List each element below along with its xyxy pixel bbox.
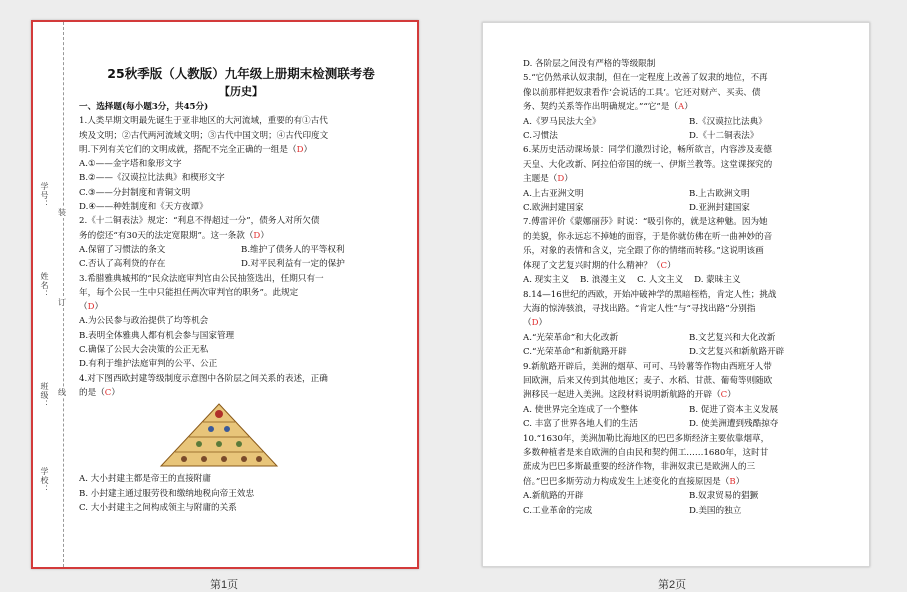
option-7a: A. 现实主义 bbox=[523, 275, 570, 286]
options-10-row-2 bbox=[523, 504, 855, 518]
question-9-line-2: 回欧洲，后来又传到其他地区；麦子、水稻、甘蔗、葡萄等则随欧 bbox=[523, 375, 773, 386]
option-1a: A.①——金字塔和象形文字 bbox=[79, 159, 182, 170]
question-8-line-2: 大海的惊涛骇浪，寻找出路。“肯定人性”与“寻找出路”分别指 bbox=[523, 303, 756, 314]
option-3a: A.为公民参与政治提供了均等机会 bbox=[79, 316, 209, 327]
binding-strip bbox=[33, 22, 78, 567]
page-1[interactable] bbox=[31, 20, 419, 569]
option-1b: B.②——《汉谟拉比法典》和楔形文字 bbox=[79, 173, 225, 184]
question-8-line-1: 8.14—16世纪的西欧，开始冲破神学的黑暗桎梏，肯定人性；挑战 bbox=[523, 289, 777, 300]
options-8-row-1 bbox=[523, 331, 855, 345]
option-6c: C.欧洲封建国家 bbox=[523, 203, 584, 214]
option-3b: B.表明全体雅典人都有机会参与国家管理 bbox=[79, 330, 235, 341]
answer-q1: D bbox=[296, 144, 304, 155]
exam-subject: 【历史】 bbox=[219, 85, 263, 98]
options-10-row-1 bbox=[523, 489, 855, 503]
question-1-line-2: 埃及文明；②古代两河流域文明；③古代中国文明；④古代印度文 bbox=[79, 130, 329, 141]
options-6-row-2 bbox=[523, 201, 855, 215]
question-7-line-3: 乐，对象的表情和含义，完全跟了你的情绪而转移。”这说明该画 bbox=[523, 246, 764, 257]
question-2-line-1: 2.《十二铜表法》规定：“利息不得超过一分”，债务人对所欠债 bbox=[79, 216, 320, 227]
options-7-row bbox=[523, 273, 855, 287]
options-6-row-1 bbox=[523, 187, 855, 201]
options-9-row-1 bbox=[523, 403, 855, 417]
option-10b: B.奴隶贸易的猖獗 bbox=[689, 491, 759, 502]
question-6-line-1: 6.某历史活动课场景：同学们激烈讨论，畅所欲言，内容涉及麦德 bbox=[523, 145, 772, 156]
question-5-stem-end: 务、契约关系等作出明确规定。”“它”是（A） bbox=[523, 102, 693, 113]
question-9-line-1: 9.新航路开辟后，美洲的烟草、可可、马铃薯等作物由西班牙人带 bbox=[523, 361, 772, 372]
options-2-row-2 bbox=[79, 257, 403, 271]
student-name-field: 姓名： bbox=[40, 272, 49, 299]
option-9c: C. 丰富了世界各地人们的生活 bbox=[523, 419, 638, 430]
answer-q7: C bbox=[660, 260, 668, 271]
question-3-line-1: 3.希腊雅典城邦的“民众法庭审判官由公民抽签选出，任期只有一 bbox=[79, 273, 324, 284]
school-field: 学校： bbox=[40, 467, 49, 494]
question-7-line-1: 7.傅雷评价《蒙娜丽莎》时说：“吸引你的，就是这种魅。因为她 bbox=[523, 217, 768, 228]
option-4a: A. 大小封建主都是帝王的直接附庸 bbox=[79, 474, 211, 485]
option-3c: C.确保了公民大会决策的公正无私 bbox=[79, 345, 209, 356]
options-5-row-1 bbox=[523, 115, 855, 129]
binding-mark-ding: 订 bbox=[58, 298, 66, 307]
binding-mark-xian: 线 bbox=[58, 388, 66, 397]
option-6d: D.亚洲封建国家 bbox=[689, 203, 750, 214]
options-8-row-2 bbox=[523, 345, 855, 359]
exam-title: 25秋季版（人教版）九年级上册期末检测联考卷 bbox=[107, 66, 375, 81]
answer-q5: A bbox=[677, 102, 685, 113]
page-2-content bbox=[523, 57, 855, 518]
option-8a: A.“光荣革命”和大化改新 bbox=[523, 332, 619, 343]
option-8b: B.文艺复兴和大化改新 bbox=[689, 332, 776, 343]
option-6b: B.上古欧洲文明 bbox=[689, 188, 750, 199]
page-2[interactable] bbox=[482, 22, 870, 567]
question-7-line-2: 的美貌，你永远忘不掉她的面容，于是你就仿佛在听一曲神妙的音 bbox=[523, 231, 773, 242]
option-4c: C. 大小封建主之间构成领主与附庸的关系 bbox=[79, 502, 237, 513]
answer-q10: B bbox=[729, 476, 736, 487]
answer-q6: D bbox=[557, 174, 565, 185]
option-9b: B. 促进了资本主义发展 bbox=[689, 404, 779, 415]
binding-line bbox=[63, 22, 64, 567]
class-field: 班级： bbox=[40, 382, 49, 409]
options-2-row-1 bbox=[79, 243, 403, 257]
option-7c: C. 人文主义 bbox=[637, 275, 684, 286]
option-4d: D. 各阶层之间没有严格的等级限制 bbox=[523, 59, 656, 69]
question-10-line-3: 蔗成为巴巴多斯最重要的经济作物，非洲奴隶已是欧洲人的三 bbox=[523, 462, 756, 473]
page-1-label: 第1页 bbox=[210, 579, 239, 591]
question-7-stem-end: 体现了文艺复兴时期的什么精神？（C） bbox=[523, 260, 676, 271]
options-5-row-2 bbox=[523, 129, 855, 143]
question-10-line-1: 10.“1630年，美洲加勒比海地区的巴巴多斯经济主要依靠烟草， bbox=[523, 433, 770, 444]
option-4b: B. 小封建主通过服劳役和缴纳地税向帝王效忠 bbox=[79, 488, 255, 499]
option-2c: C.否认了高利贷的存在 bbox=[79, 259, 166, 270]
question-10-stem-end: 倍。”巴巴多斯劳动力构成发生上述变化的直接原因是（B） bbox=[523, 476, 745, 487]
answer-q2: D bbox=[253, 230, 261, 241]
option-1d: D.④——种姓制度和《天方夜谭》 bbox=[79, 202, 208, 213]
option-7b: B. 浪漫主义 bbox=[579, 275, 627, 286]
answer-q9: C bbox=[720, 390, 728, 401]
option-5d: D.《十二铜表法》 bbox=[689, 131, 759, 142]
answer-q3: D bbox=[87, 302, 95, 313]
option-7d: D. 蒙昧主义 bbox=[694, 275, 741, 286]
question-9-stem-end: 洲移民一起进入美洲。这段材料说明新航路的开辟（C） bbox=[523, 390, 736, 401]
answer-q4: C bbox=[104, 387, 112, 398]
option-10c: C.工业革命的完成 bbox=[523, 505, 593, 516]
question-3-answer-line: （D） bbox=[79, 302, 104, 313]
option-8d: D.文艺复兴和新航路开辟 bbox=[689, 347, 785, 358]
option-5a: A.《罗马民法大全》 bbox=[523, 116, 601, 127]
question-1-line-1: 1.人类早期文明最先诞生于亚非地区的大河流域，重要的有①古代 bbox=[79, 116, 328, 127]
feudal-hierarchy-pyramid-image bbox=[159, 402, 279, 468]
option-8c: C.“光荣革命”和新航路开辟 bbox=[523, 347, 627, 358]
question-2-stem-end: 务的偿还“有30天的法定宽限期”。这一条款（D） bbox=[79, 230, 269, 241]
question-6-line-2: 天皇、大化改新、阿拉伯帝国的统一、伊斯兰教等。这堂课探究的 bbox=[523, 159, 773, 170]
option-10d: D.美国的独立 bbox=[689, 505, 742, 516]
option-2b: B.维护了债务人的平等权利 bbox=[241, 244, 345, 255]
page-1-content bbox=[79, 66, 403, 515]
question-8-answer-line: （D） bbox=[523, 318, 548, 329]
option-2a: A.保留了习惯法的条文 bbox=[79, 244, 166, 255]
student-id-field: 学号： bbox=[40, 182, 49, 209]
question-5-line-2: 像以前那样把奴隶看作‘会说话的工具’。它还对财产、买卖、债 bbox=[523, 87, 761, 98]
page-2-label: 第2页 bbox=[658, 579, 687, 591]
options-9-row-2 bbox=[523, 417, 855, 431]
section-heading: 一、选择题(每小题3分，共45分) bbox=[79, 102, 209, 112]
option-3d: D.有利于维护法庭审判的公平、公正 bbox=[79, 359, 218, 370]
option-6a: A.上古亚洲文明 bbox=[523, 188, 584, 199]
question-5-line-1: 5.“它仍然承认奴隶制，但在一定程度上改善了奴隶的地位，不再 bbox=[523, 73, 768, 84]
option-2d: D.对平民利益有一定的保护 bbox=[241, 259, 345, 270]
option-9a: A. 使世界完全连成了一个整体 bbox=[523, 404, 638, 415]
option-9d: D. 使美洲遭到残酷掠夺 bbox=[689, 419, 779, 430]
option-5b: B.《汉谟拉比法典》 bbox=[689, 116, 767, 127]
answer-q8: D bbox=[531, 318, 539, 329]
question-1-stem-end: 明.下列有关它们的文明成就，搭配不完全正确的一组是（D） bbox=[79, 144, 313, 155]
binding-mark-zhuang: 装 bbox=[58, 208, 66, 217]
option-10a: A.新航路的开辟 bbox=[523, 491, 584, 502]
question-10-line-2: 多数种植者是来自欧洲的自由民和契约佣工……1680年，这时甘 bbox=[523, 447, 769, 458]
question-4-stem-end: 的是（C） bbox=[79, 387, 120, 398]
question-6-stem-end: 主题是（D） bbox=[523, 174, 573, 185]
option-5c: C.习惯法 bbox=[523, 131, 558, 142]
option-1c: C.③——分封制度和青铜文明 bbox=[79, 187, 191, 198]
question-4-line-1: 4.对下图西欧封建等级制度示意图中各阶层之间关系的表述，正确 bbox=[79, 373, 328, 384]
question-3-line-2: 年，每个公民一生中只能担任两次审判官的职务”。此规定 bbox=[79, 287, 299, 298]
